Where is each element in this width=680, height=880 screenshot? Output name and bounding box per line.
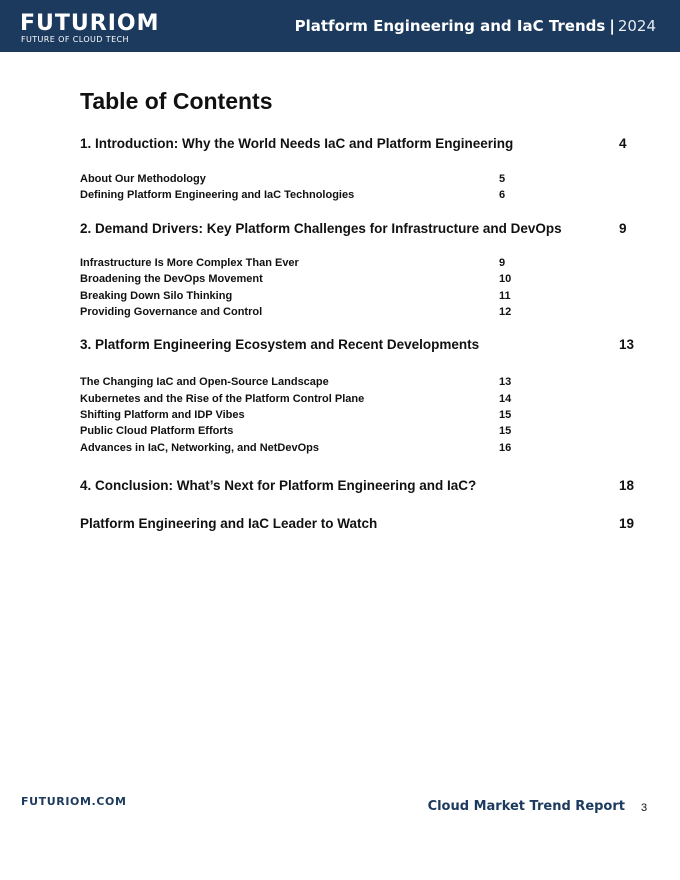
toc-entry-page: 9 xyxy=(619,221,627,236)
toc-entry-page: 5 xyxy=(499,173,506,185)
toc-entry-page: 15 xyxy=(499,409,512,421)
toc-entry-page: 18 xyxy=(619,478,635,493)
toc-entry-label: 1. Introduction: Why the World Needs IaC and Platform Engineering xyxy=(80,136,514,151)
toc-entry-label: Defining Platform Engineering and IaC Technologies xyxy=(80,189,355,201)
toc-entry-page: 6 xyxy=(499,189,506,201)
logo-tagline: FUTURE OF CLOUD TECH xyxy=(21,35,129,44)
footer-website[interactable]: FUTURIOM.COM xyxy=(21,795,127,808)
toc-title: Table of Contents xyxy=(80,88,273,114)
logo-name: FUTURIOM xyxy=(20,11,160,36)
report-title-text: Platform Engineering and IaC Trends xyxy=(294,17,606,35)
toc-entry-label: About Our Methodology xyxy=(80,173,206,185)
toc-entry-page: 10 xyxy=(499,273,512,285)
report-title xyxy=(295,16,656,36)
toc-entry-label: Breaking Down Silo Thinking xyxy=(80,290,233,302)
toc-entry-page: 19 xyxy=(619,516,635,531)
report-year: 2024 xyxy=(617,17,656,35)
toc-entry-page: 9 xyxy=(499,257,506,269)
toc-entry-label: Broadening the DevOps Movement xyxy=(80,273,263,285)
toc-entry-page: 16 xyxy=(499,442,512,454)
toc-entry-label: 3. Platform Engineering Ecosystem and Recent Developments xyxy=(80,337,480,352)
footer-page-number: 3 xyxy=(641,802,648,814)
toc-entry-page: 11 xyxy=(499,290,511,302)
toc-entry-label: The Changing IaC and Open-Source Landscape xyxy=(80,376,329,388)
toc-entry-label: Providing Governance and Control xyxy=(80,306,263,318)
toc-entry-label: Platform Engineering and IaC Leader to Watch xyxy=(80,516,378,531)
toc-entry-label: Advances in IaC, Networking, and NetDevOps xyxy=(80,442,320,454)
toc-entry-label: 4. Conclusion: What’s Next for Platform Engineering and IaC? xyxy=(80,478,477,493)
toc-entry-page: 13 xyxy=(619,337,635,352)
toc-entry-page: 12 xyxy=(499,306,512,318)
toc-entry-page: 15 xyxy=(499,425,512,437)
title-separator: | xyxy=(609,17,615,35)
toc-entry-label: Kubernetes and the Rise of the Platform Control Plane xyxy=(80,393,365,405)
toc-entry-label: 2. Demand Drivers: Key Platform Challenges for Infrastructure and DevOps xyxy=(80,221,562,236)
toc-entry-page: 13 xyxy=(499,376,512,388)
toc-entry-label: Infrastructure Is More Complex Than Ever xyxy=(80,257,299,269)
toc-entry-label: Public Cloud Platform Efforts xyxy=(80,425,234,437)
header-banner xyxy=(0,0,680,52)
toc-entry-label: Shifting Platform and IDP Vibes xyxy=(80,409,245,421)
footer-report-name: Cloud Market Trend Report xyxy=(427,799,625,814)
toc-entry-page: 4 xyxy=(619,136,627,151)
toc-entry-page: 14 xyxy=(499,393,512,405)
